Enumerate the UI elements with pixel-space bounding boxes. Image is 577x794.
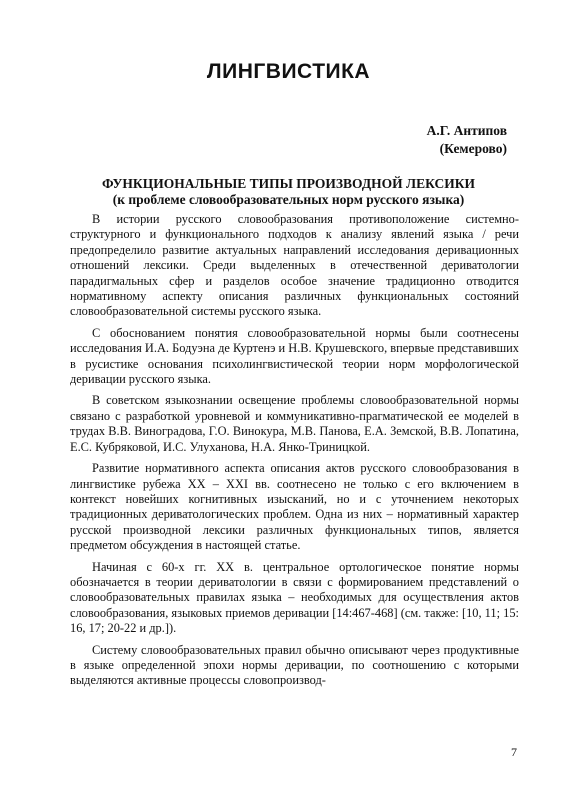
author-affiliation: (Кемерово) <box>439 141 507 156</box>
author-name: А.Г. Антипов <box>426 123 507 138</box>
article-subtitle: (к проблеме словообразовательных норм русского языка) <box>112 192 465 207</box>
paragraph: С обоснованием понятия словообразовательной нормы были соотнесены исследования И.А. Бодуэна де Куртенэ и Н.В. Крушевского, впервые представивших в русистике основания психолингвистической теории норм морфологической деривации русского языка. <box>70 325 519 387</box>
author-block <box>427 122 507 158</box>
article-title-block <box>60 176 517 208</box>
page-number: 7 <box>511 745 517 759</box>
paragraph: Начиная с 60-х гг. XX в. центральное ортологическое понятие нормы обозначается в теории дериватологии в связи с формированием представлений о словообразовательных правилах языка – необходимых для осуществления актов словообразования, языковых приемов деривации [14:467-468] (см. также: [10, 11; 15: 16, 17; 20-22 и др.]). <box>70 559 519 636</box>
paragraph: В истории русского словообразования противоположение системно-структурного и функционального подходов к анализу явлений языка / речи предопределило развитие актуальных направлений исследования деривационных отношений лексики. Среди выделенных в отечественной дериватологии парадигмальных сфер и разделов особое значение традиционно отводится нормативному аспекту описания различных функциональных состояний словообразовательной системы русского языка. <box>70 212 519 319</box>
paragraph: Систему словообразовательных правил обычно описывают через продуктивные в языке определенной эпохи нормы деривации, по соотношению с которыми выделяются активные процессы словопроизвод- <box>70 642 519 688</box>
paragraph: Развитие нормативного аспекта описания актов русского словообразования в лингвистике рубежа XX – XXI вв. соотнесено не только с его включением в контекст новейших когнитивных изысканий, но и с уточнением некоторых традиционных дериватологических проблем. Одна из них – нормативный характер русской производной лексики различных функциональных типов, является предметом обсуждения в настоящей статье. <box>70 461 519 553</box>
article-title: ФУНКЦИОНАЛЬНЫЕ ТИПЫ ПРОИЗВОДНОЙ ЛЕКСИКИ <box>101 176 476 191</box>
article-body <box>70 212 519 695</box>
paragraph: В советском языкознании освещение проблемы словообразовательной нормы связано с разработкой уровневой и коммуникативно-прагматической ее моделей в трудах В.В. Виноградова, Г.О. Винокура, М.В. Панова, Е.А. Земской, В.В. Лопатина, Е.С. Кубряковой, И.С. Улуханова, Н.А. Янко-Триницкой. <box>70 393 519 454</box>
section-title: ЛИНГВИСТИКА <box>206 60 371 83</box>
